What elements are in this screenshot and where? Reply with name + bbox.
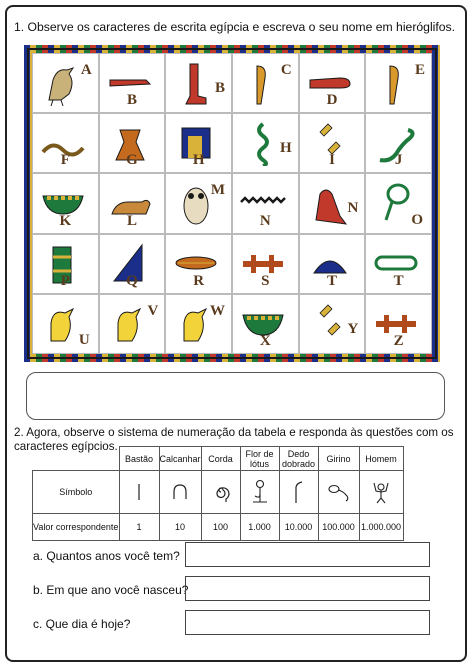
coil-rope-icon [201,471,240,514]
question-2-text: 2. Agora, observe o sistema de numeração da tabela e responda às questões com os caracteres egípcios. [14,426,454,453]
glyph-cell [232,173,299,233]
glyph-letter: H [192,152,205,169]
reed-leaf-icon [239,60,287,106]
glyph-letter: S [261,272,270,289]
value-cell: 10.000 [279,514,318,541]
glyph-cell [299,53,366,113]
name-answer-box[interactable] [26,372,445,420]
glyph-letter: B [214,80,225,96]
glyph-letter: A [80,62,92,78]
glyph-letter: O [411,211,423,228]
glyph-letter: M [210,182,225,199]
glyph-letter: D [326,92,338,109]
question-a-label: a. Quantos anos você tem? [33,549,180,563]
glyph-letter: V [147,302,159,319]
question-b-label: b. Em que ano você nasceu? [33,583,189,597]
glyph-letter: Q [126,272,138,289]
glyph-cell [299,113,366,173]
value-cell: 1.000.000 [359,514,403,541]
glyph-cell [365,173,432,233]
value-cell: 10 [159,514,201,541]
glyph-cell [32,53,99,113]
glyph-cell [99,113,166,173]
glyph-letter: C [280,62,292,78]
question-1-text: 1. Observe os caracteres de escrita egípcia e escreva o seu nome em hieróglifos. [14,20,455,34]
glyph-cell [365,113,432,173]
glyph-letter: N [347,200,359,217]
header-calcanhar: Calcanhar [159,447,201,471]
glyph-cell [32,113,99,173]
glyph-cell [99,234,166,294]
glyph-letter: L [126,212,137,229]
glyph-letter: P [60,272,70,289]
reed-leaf-icon [372,60,420,106]
glyph-letter: T [393,272,404,289]
glyph-letter: F [60,152,70,169]
hieroglyph-alphabet-board [24,45,440,362]
glyph-cell [99,53,166,113]
header-girino: Girino [318,447,359,471]
staff-icon [119,471,159,514]
header-bastao: Bastão [119,447,159,471]
glyph-cell [365,294,432,354]
value-cell: 100 [201,514,240,541]
glyph-cell [99,173,166,233]
glyph-cell [365,234,432,294]
bent-finger-icon [279,471,318,514]
glyph-cell [165,53,232,113]
glyph-cell [165,294,232,354]
glyph-letter: J [394,152,403,169]
header-corda: Corda [201,447,240,471]
glyph-letter: E [414,62,425,78]
glyph-letter: T [326,272,337,289]
quail-chick-icon [106,301,154,347]
glyph-cell [365,53,432,113]
row-label-symbol: Símbolo [33,471,120,514]
tadpole-icon [318,471,359,514]
heel-bone-icon [159,471,201,514]
glyph-cell [299,294,366,354]
header-flor-de-lotus: Flor de lótus [240,447,279,471]
glyph-cell [32,234,99,294]
glyph-cell [232,294,299,354]
red-crown-icon [306,180,354,226]
double-reed-icon [306,301,354,347]
glyph-letter: X [259,333,271,349]
glyph-letter: N [259,212,271,229]
hieroglyph-grid [32,53,432,354]
glyph-letter: R [193,272,205,289]
glyph-cell [165,113,232,173]
answer-a-box[interactable] [185,542,430,567]
glyph-cell [32,173,99,233]
answer-c-box[interactable] [185,610,430,635]
glyph-cell [99,294,166,354]
glyph-letter: Z [393,333,404,349]
glyph-cell [232,234,299,294]
glyph-letter: U [78,332,90,348]
header-dedo-dobrado: Dedo dobrado [279,447,318,471]
leg-icon [172,60,220,106]
answer-b-box[interactable] [185,576,430,601]
value-cell: 1 [119,514,159,541]
glyph-cell [165,234,232,294]
glyph-letter: G [126,152,138,169]
glyph-letter: H [279,140,292,157]
glyph-cell [299,234,366,294]
glyph-letter: Y [347,320,359,337]
value-cell: 1.000 [240,514,279,541]
glyph-cell [165,173,232,233]
glyph-cell [299,173,366,233]
value-cell: 100.000 [318,514,359,541]
glyph-cell [232,53,299,113]
glyph-letter: I [329,152,335,169]
glyph-letter: W [209,302,225,319]
glyph-letter: B [126,92,137,109]
glyph-cell [32,294,99,354]
glyph-cell [232,113,299,173]
numeral-table [32,446,404,541]
vulture-icon [39,60,87,106]
glyph-letter: K [59,212,72,229]
header-homem: Homem [359,447,403,471]
lotus-flower-icon [240,471,279,514]
question-c-label: c. Que dia é hoje? [33,617,131,631]
row-label-value: Valor correspondente [33,514,120,541]
kneeling-man-icon [359,471,403,514]
